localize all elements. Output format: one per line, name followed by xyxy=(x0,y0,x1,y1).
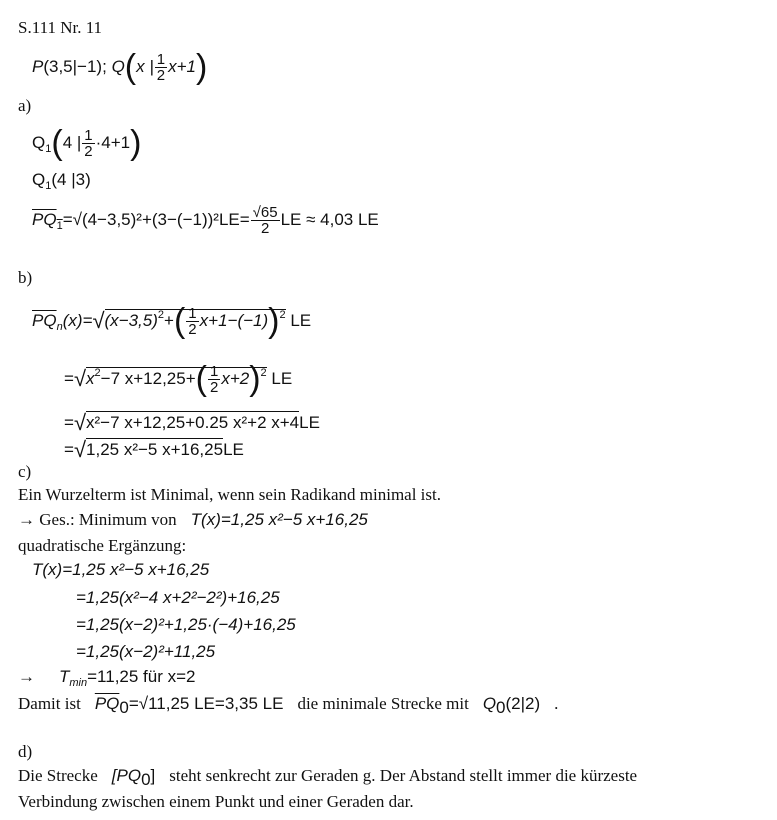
q1-substitution: $Q_1(4$ | $\frac{1}{2}$ ·4+1) xyxy=(32,123,142,162)
part-d-text-2: Verbindung zwischen einem Punkt und einer Geraden dar. xyxy=(18,792,414,811)
point-q-x: x | xyxy=(136,56,154,76)
part-c-text-3: quadratische Ergänzung: xyxy=(18,536,187,555)
pqn-line-2: $=√x^2-7$ x+12,25+( $\frac{1}{2}$ x+2)$^2$ LE xyxy=(64,359,293,398)
q1-fraction: $\frac{1}{2}$ xyxy=(84,127,93,160)
pqn-line-1: $\overline{PQ}_n(x)=√(x-3,5)^2+$( $\frac{1}{2}$ x+1−(−1))$^2$ LE xyxy=(32,301,312,340)
pqn-line-3: =√x²−7 x+12,25+0.25 x²+2 x+4LE xyxy=(64,410,320,435)
damit-line: Damit ist $\overline{PQ}_0=√11,25$ LE=3,35 LE die minimale Strecke mit $Q_0(2|2)$ . xyxy=(18,694,559,717)
t-min-line: → $T_{min}=11,25$ für x=2 xyxy=(18,667,196,689)
point-q-tail: x+1 xyxy=(168,56,196,76)
fraction-half: $\frac{1}{2}$ xyxy=(156,51,166,84)
pqn-line-4: =√1,25 x²−5 x+16,25LE xyxy=(64,437,244,462)
point-p-label: P xyxy=(32,56,44,76)
part-c-text-2: → Ges.: Minimum von T(x)=1,25 x²−5 x+16,25 xyxy=(18,510,368,529)
separator: ; xyxy=(102,56,112,76)
q1-label: Q xyxy=(32,132,46,152)
part-c-text-1: Ein Wurzelterm ist Minimal, wenn sein Radikand minimal ist. xyxy=(18,485,441,504)
q1-result: $Q_1(4$ |3) xyxy=(32,170,91,192)
point-p-coords: (3,5|−1) xyxy=(43,56,103,76)
q1-x: 4 | xyxy=(62,132,82,152)
completing-square-2: =1,25(x²−4 x+2²−2²)+16,25 xyxy=(76,588,280,607)
part-c-label: c) xyxy=(18,462,32,481)
pq1-distance: $\overline{PQ}_1=√(4-3,5)^2+(3-(-1))^2LE=$ $\frac{√65}{2}$ LE ≈ 4,03 LE xyxy=(32,204,379,237)
paren-open: ( xyxy=(124,47,137,86)
q1-tail: ·4+1 xyxy=(95,132,131,152)
pqn-label: $\overline{PQ}$ xyxy=(32,310,57,330)
part-a-label: a) xyxy=(18,96,32,115)
pq1-result: LE ≈ 4,03 LE xyxy=(280,209,379,229)
completing-square-1: T(x)=1,25 x²−5 x+16,25 xyxy=(32,560,210,579)
exercise-title: S.111 Nr. 11 xyxy=(18,18,103,37)
part-d-label: d) xyxy=(18,742,33,761)
part-b-label: b) xyxy=(18,268,33,287)
given-points xyxy=(32,47,208,86)
completing-square-4: =1,25(x−2)²+11,25 xyxy=(76,642,216,661)
pq1-label: $\overline{PQ}$ xyxy=(32,209,57,229)
part-d-text-1: Die Strecke $[PQ_0]$ steht senkrecht zur Geraden g. Der Abstand stellt immer die kürzeste xyxy=(18,766,638,789)
completing-square-3: =1,25(x−2)²+1,25·(−4)+16,25 xyxy=(76,615,296,634)
point-q-label: Q xyxy=(111,56,125,76)
paren-close: ) xyxy=(196,47,208,86)
pq1-expression: =√(4−3,5)²+(3−(−1))²LE= xyxy=(62,209,250,229)
pq1-fraction: $\frac{√65}{2}$ xyxy=(252,204,278,237)
